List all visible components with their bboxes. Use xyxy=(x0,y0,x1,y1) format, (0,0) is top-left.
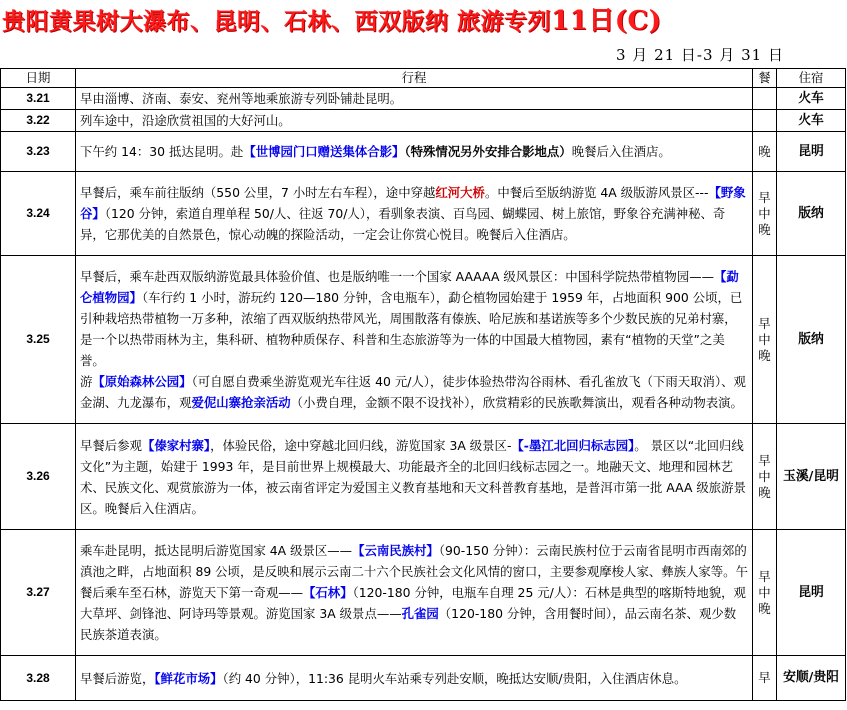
attraction-name: 【石林】 xyxy=(303,585,353,600)
date-range: 3 月 21 日-3 月 31 日 xyxy=(616,46,784,64)
row-date: 3.25 xyxy=(1,256,76,424)
table-row xyxy=(1,88,846,110)
row-plan xyxy=(76,656,753,701)
meal-item: 早 xyxy=(758,315,771,331)
plan-text: （120-180 分钟，电瓶车自理 25 元/人）：石林是典型的喀斯特地貌，观大草坪、剑锋池、阿诗玛等景观。游览国家 3A 级景点—— xyxy=(80,585,746,621)
plan-text: 晚餐后入住酒店。 xyxy=(571,144,671,159)
plan-text: 乘车赴昆明，抵达昆明后游览国家 4A 级景区—— xyxy=(80,543,353,558)
plan-text: （约 40 分钟），11:36 昆明火车站乘专列赴安顺，晚抵达安顺/贵阳，入住酒店休息。 xyxy=(222,670,687,686)
plan-text: 。中餐后至版纳游览 4A 级版游风景区--- xyxy=(484,185,709,200)
attraction-name: 红河大桥 xyxy=(435,185,485,200)
table-row xyxy=(1,530,846,656)
row-date: 3.23 xyxy=(1,132,76,172)
plan-text: （特殊情况另外安排合影地点） xyxy=(404,144,572,159)
attraction-name: 【世博园门口赠送集体合影】 xyxy=(243,144,405,159)
plan-text: （120 分钟，索道自理单程 50/人、往返 70/人），看驯象表演、百鸟园、蝴蝶园、树上旅馆，野象谷充满神秘、奇异，它那优美的自然景色，惊心动魄的探险活动，一定会让你赏心悦目。晚餐后入住酒店。 xyxy=(80,206,726,242)
plan-text: 早餐后游览， xyxy=(80,670,155,686)
header-date: 日期 xyxy=(1,69,76,88)
table-row xyxy=(1,110,846,132)
plan-text: 早由淄博、济南、泰安、兖州等地乘旅游专列卧铺赴昆明。 xyxy=(80,91,403,106)
itinerary-table xyxy=(0,68,846,701)
row-plan xyxy=(76,132,753,172)
row-meal xyxy=(753,172,777,256)
row-stay: 火车 xyxy=(777,88,846,110)
row-stay: 火车 xyxy=(777,110,846,132)
row-date: 3.22 xyxy=(1,110,76,132)
meal-item: 早 xyxy=(758,670,771,685)
row-plan xyxy=(76,424,753,530)
row-meal xyxy=(753,110,777,132)
meal-item: 晚 xyxy=(758,143,771,159)
row-meal xyxy=(753,88,777,110)
table-row xyxy=(1,132,846,172)
row-meal xyxy=(753,256,777,424)
plan-text: （小费自理，金额不限不设找补），欣赏精彩的民族歌舞演出，观看各种动物表演。 xyxy=(290,395,743,410)
plan-text: 下午约 14：30 抵达昆明。赴 xyxy=(80,144,244,159)
row-stay: 版纳 xyxy=(777,172,846,256)
row-date: 3.27 xyxy=(1,530,76,656)
row-date: 3.24 xyxy=(1,172,76,256)
plan-text: 早餐后参观 xyxy=(80,437,142,453)
attraction-name: 【傣家村寨】 xyxy=(141,437,211,453)
meal-item: 中 xyxy=(758,205,771,221)
meal-item: 晚 xyxy=(758,600,771,616)
table-header-row xyxy=(1,69,846,88)
row-plan xyxy=(76,88,753,110)
row-stay: 昆明 xyxy=(777,132,846,172)
attraction-name: 【勐仑植物园】 xyxy=(80,269,739,305)
table-row xyxy=(1,656,846,701)
row-date: 3.26 xyxy=(1,424,76,530)
plan-text: （120-180 分钟，含用餐时间），品云南名茶、观少数民族茶道表演。 xyxy=(80,606,737,642)
page-title: 贵阳黄果树大瀑布、昆明、石林、西双版纳 旅游专列11日(C) xyxy=(2,6,662,36)
meal-item: 早 xyxy=(758,452,771,468)
row-plan xyxy=(76,110,753,132)
meal-item: 晚 xyxy=(758,484,771,500)
plan-text: 游 xyxy=(80,374,93,389)
meal-item: 中 xyxy=(758,468,771,484)
row-meal xyxy=(753,656,777,701)
row-meal xyxy=(753,530,777,656)
row-stay: 玉溪/昆明 xyxy=(777,424,846,530)
attraction-name: 爱伲山寨抢亲活动 xyxy=(191,395,291,410)
attraction-name: 【野象谷】 xyxy=(80,185,746,221)
row-plan xyxy=(76,172,753,256)
table-row xyxy=(1,172,846,256)
plan-text: ，体验民俗，途中穿越北回归线，游览国家 3A 级景区- xyxy=(210,437,512,453)
plan-text: （可自愿自费乘坐游览观光车往返 40 元/人），徒步体验热带沟谷雨林、看孔雀放飞（下雨天取消）、观金湖、九龙瀑布，观 xyxy=(80,374,746,410)
table-row xyxy=(1,424,846,530)
row-date: 3.28 xyxy=(1,656,76,701)
plan-text: 。 景区以“北回归线文化”为主题，始建于 1993 年，是目前世界上规模最大、功能最齐全的北回归线标志园之一。地融天文、地理和园林艺术、民族文化、观赏旅游为一体，被云南省评定为爱国主义教育基地和天文科普教育基地，是普洱市第一批 AAA 级旅游景区。晚餐后入住酒店。 xyxy=(80,437,746,516)
attraction-name: 【云南民族村】 xyxy=(352,543,439,558)
meal-item: 早 xyxy=(758,568,771,584)
meal-item: 早 xyxy=(758,189,771,205)
meal-item: 中 xyxy=(758,584,771,600)
row-stay: 版纳 xyxy=(777,256,846,424)
meal-item: 晚 xyxy=(758,347,771,363)
header-meal: 餐 xyxy=(753,69,777,88)
row-plan xyxy=(76,530,753,656)
row-plan xyxy=(76,256,753,424)
attraction-name: 【鲜花市场】 xyxy=(154,670,223,686)
row-stay: 安顺/贵阳 xyxy=(777,656,846,701)
attraction-name: 【原始森林公园】 xyxy=(92,374,192,389)
meal-item: 晚 xyxy=(758,221,771,237)
attraction-name: 孔雀园 xyxy=(401,606,439,621)
plan-text: 列车途中，沿途欣赏祖国的大好河山。 xyxy=(80,113,291,128)
header-plan: 行程 xyxy=(76,69,753,88)
plan-text: （90-150 分钟）：云南民族村位于云南省昆明市西南郊的滇池之畔，占地面积 89 公顷，是反映和展示云南二十六个民族社会文化风情的窗口，主要参观摩梭人家、彝族人家等。午餐后乘车至石林，游览天下第一奇观—— xyxy=(80,543,748,600)
meal-item: 中 xyxy=(758,331,771,347)
header-stay: 住宿 xyxy=(777,69,846,88)
plan-text: 早餐后，乘车前往版纳（550 公里，7 小时左右车程），途中穿越 xyxy=(80,185,436,200)
plan-text: 早餐后，乘车赴西双版纳游览最具体验价值、也是版纳唯一一个国家 AAAAA 级风景区：中国科学院热带植物园—— xyxy=(80,269,714,284)
row-stay: 昆明 xyxy=(777,530,846,656)
row-meal xyxy=(753,424,777,530)
attraction-name: 【-墨江北回归标志园】 xyxy=(511,437,635,453)
plan-text: （车行约 1 小时，游玩约 120—180 分钟，含电瓶车），勐仑植物园始建于 1959 年，占地面积 900 公顷，已引种栽培热带植物一万多种，浓缩了西双版纳热带风光，周围散落有傣族、哈尼族和基诺族等多个少数民族的兄弟村寨，是一个以热带雨林为主，集科研、植物种质保存、科普和生态旅游等为一体的中国最大植物园，素有“植物的天堂”之美誉。 xyxy=(80,290,743,368)
row-meal xyxy=(753,132,777,172)
row-date: 3.21 xyxy=(1,88,76,110)
table-row xyxy=(1,256,846,424)
